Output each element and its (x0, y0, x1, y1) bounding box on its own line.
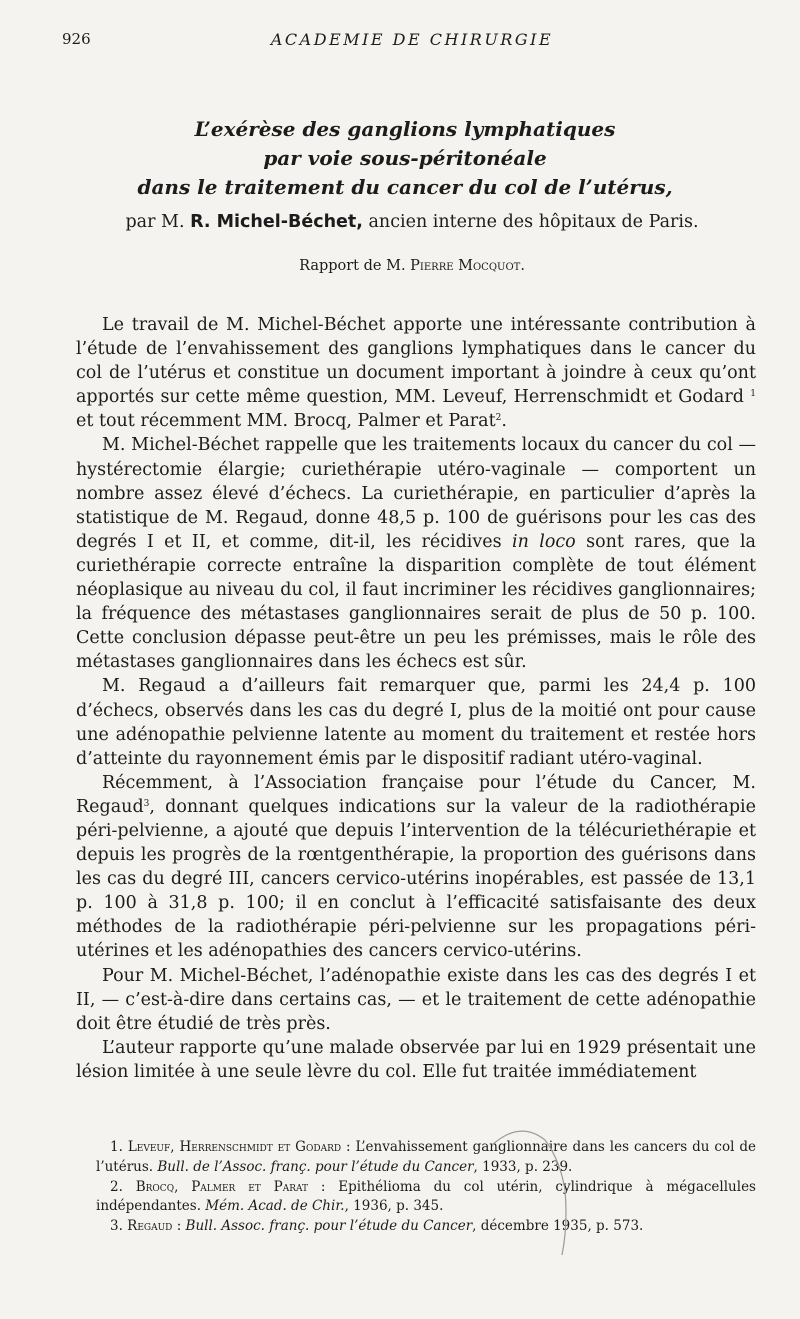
footnote-ref-2: 2 (495, 413, 502, 424)
title-line-1: L’exérèse des ganglions lymphatiques (194, 117, 616, 141)
author-name: R. Michel-Béchet, (190, 212, 363, 232)
page-number: 926 (62, 30, 91, 48)
paragraph: Récemment, à l’Association française pour l’étude du Cancer, M. Regaud$^3$, donnant quelques indications sur la valeur de la radiothérapie péri-pelvienne, a ajouté que depuis l’intervention de la télécuriethérapie et depuis les progrès de la rœntgenthérapie, la proportion des guérisons dans les cas du degré III, cancers cervico-utérins inopérables, est passée de 13,1 p. 100 à 31,8 p. 100; il en conclut à l’efficacité satisfaisante des deux méthodes de la radiothérapie péri-pelvienne sur les propagations péri-utérines et les adénopathies des cancers cervico-utérins. (76, 772, 756, 962)
paragraph: Le travail de M. Michel-Béchet apporte une intéressante contribution à l’étude de l’envahissement des ganglions lymphatiques dans le cancer du col de l’utérus et constitue un document important à joindre à ceux qu’ont apportés sur cette même question, MM. Leveuf, Herrenschmidt et Godard $^1$ et tout récemment MM. Brocq, Palmer et Parat$^2$. (76, 315, 756, 432)
journal-title: ACADEMIE DE CHIRURGIE (270, 30, 554, 49)
italic-term: in loco (512, 531, 576, 552)
footnote-ref-3: 3 (143, 798, 150, 809)
paragraph: L’auteur rapporte qu’une malade observée par lui en 1929 présentait une lésion limitée à une seule lèvre du col. Elle fut traitée immédiatement (76, 1037, 756, 1082)
byline-prefix: par M. (125, 212, 191, 232)
article-body (76, 313, 756, 1084)
paragraph: Pour M. Michel-Béchet, l’adénopathie existe dans les cas des degrés I et II, — c’est-à-dire dans certains cas, — et le traitement de cette adénopathie doit être étudié de très près. (76, 965, 756, 1034)
report-line (62, 258, 762, 274)
footnote-ref-1: 1 (750, 389, 756, 400)
title-line-2: par voie sous-péritonéale (263, 146, 547, 170)
footnote-3: 3. Regaud : Bull. Assoc. franç. pour l’étude du Cancer, décembre 1935, p. 573. (110, 1218, 644, 1235)
footnotes (96, 1138, 756, 1237)
footnote-2: 2. Brocq, Palmer et Parat : Epithélioma du col utérin, cylindrique à mégacellules indépendantes. Mém. Acad. de Chir., 1936, p. 345. (96, 1178, 756, 1215)
paragraph: M. Michel-Béchet rappelle que les traitements locaux du cancer du col — hystérectomie élargie; curiethérapie utéro-vaginale — comportent un nombre assez élevé d’échecs. La curiethérapie, en particulier d’après la statistique de M. Regaud, donne 48,5 p. 100 de guérisons pour les cas des degrés I et II, et comme, dit-il, les récidives in loco sont rares, que la curiethérapie correcte entraîne la disparition complète de tout élément néoplasique au niveau du col, il faut incriminer les récidives ganglionnaires; la fréquence des métastases ganglionnaires serait de plus de 50 p. 100. Cette conclusion dépasse peut-être un peu les prémisses, mais le rôle des métastases ganglionnaires dans les échecs est sûr. (76, 435, 756, 673)
report-prefix: Rapport de M. (299, 258, 411, 274)
paragraph: M. Regaud a d’ailleurs fait remarquer que, parmi les 24,4 p. 100 d’échecs, observés dans les cas du degré I, plus de la moitié ont pour cause une adénopathie pelvienne latente au moment du traitement et restée hors d’atteinte du rayonnement émis par le dispositif radiant utéro-vaginal. (76, 676, 756, 769)
running-head (62, 30, 762, 54)
reporter-name: Pierre Mocquot. (410, 258, 525, 274)
byline-suffix: ancien interne des hôpitaux de Paris. (362, 212, 699, 232)
title-line-3: dans le traitement du cancer du col de l’utérus, (137, 175, 673, 199)
article-title (60, 115, 750, 202)
footnote-1: 1. Leveuf, Herrenschmidt et Godard : L’envahissement ganglionnaire dans les cancers du col de l’utérus. Bull. de l’Assoc. franç. pour l’étude du Cancer, 1933, p. 239. (96, 1139, 756, 1175)
byline (62, 212, 762, 232)
